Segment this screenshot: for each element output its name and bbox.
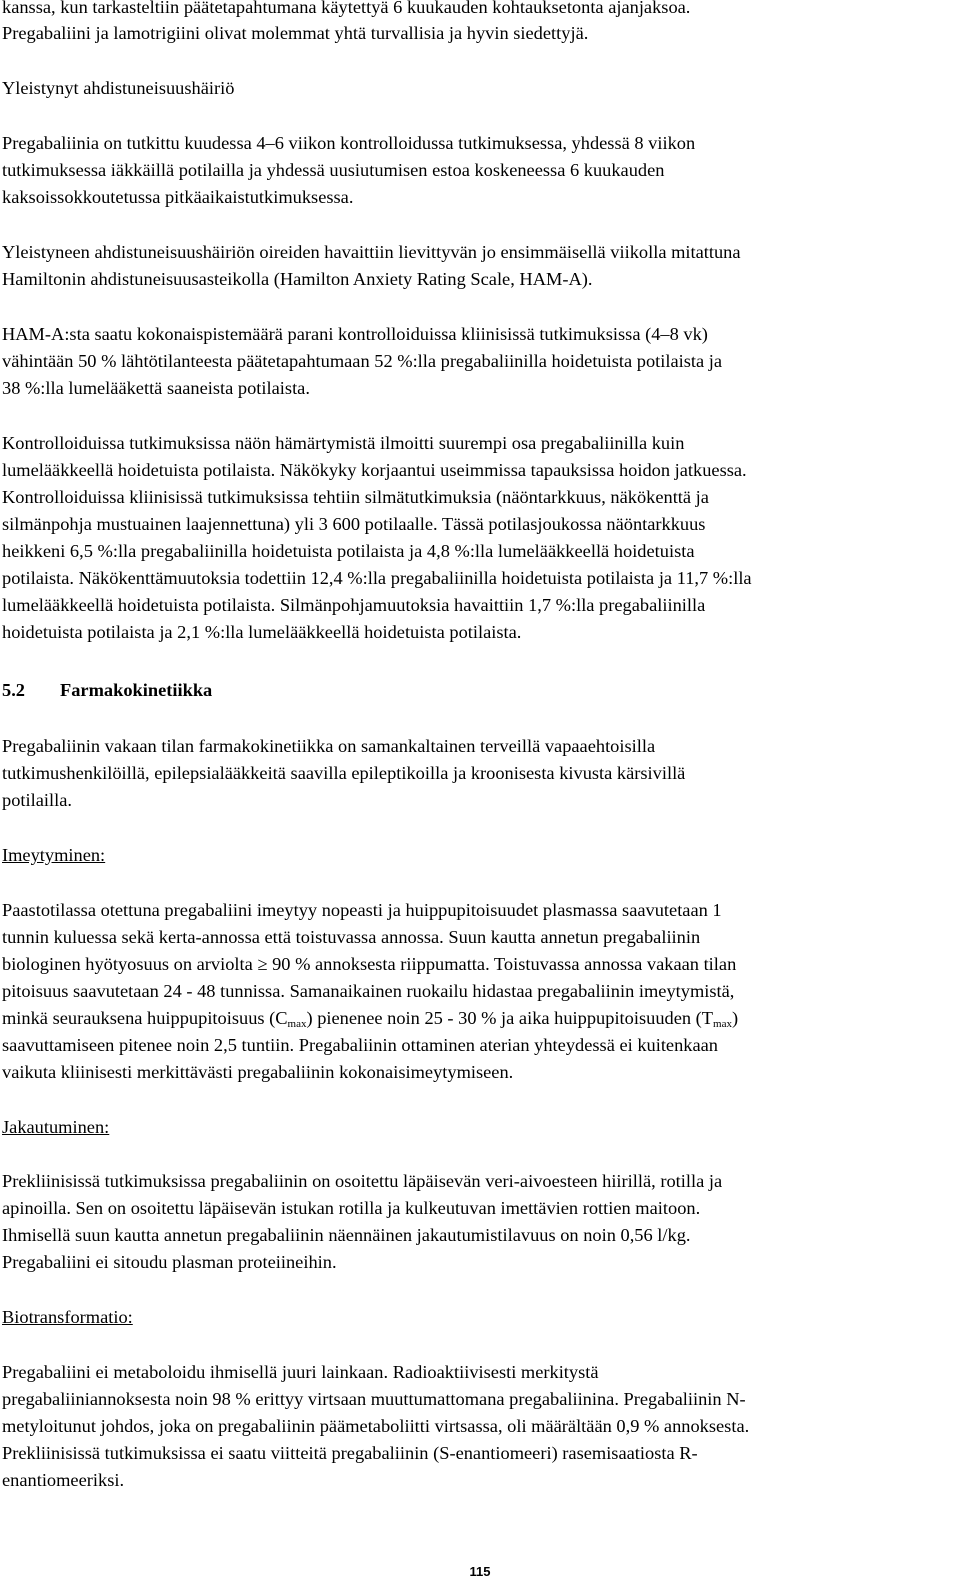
- text-line: kaksoissokkoutetussa pitkäaikaistutkimuksessa.: [2, 187, 354, 207]
- text-line: kanssa, kun tarkasteltiin päätetapahtumana käytettyä 6 kuukauden kohtauksetonta ajanjaksoa.: [2, 0, 691, 17]
- text-line: potilailla.: [2, 790, 72, 810]
- text-run: minkä seurauksena huippupitoisuus (C: [2, 1008, 288, 1028]
- text-line: Pregabaliinin vakaan tilan farmakokinetiikka on samankaltainen terveillä vapaaehtoisilla: [2, 736, 656, 756]
- text-line: Pregabaliini ei sitoudu plasman proteiineihin.: [2, 1252, 337, 1272]
- text-line: [2, 951, 736, 978]
- text-run: 90 % annoksesta riippumatta. Toistuvassa annossa vakaan tilan: [267, 954, 737, 974]
- text-line: saavuttamiseen pitenee noin 2,5 tuntiin. Pregabaliinin ottaminen aterian yhteydessä ei kuitenkaan: [2, 1035, 719, 1055]
- subheading-gad: Yleistynyt ahdistuneisuushäiriö: [2, 78, 235, 98]
- text-line: pitoisuus saavutetaan 24 - 48 tunnissa. Samanaikainen ruokailu hidastaa pregabaliinin imeytymistä,: [2, 981, 735, 1001]
- text-line: silmänpohja mustuainen laajennettuna) yli 3 600 potilaalle. Tässä potilasjoukossa näöntarkkuus: [2, 514, 706, 534]
- text-line: Kontrolloiduissa tutkimuksissa näön hämärtymistä ilmoitti suurempi osa pregabaliinilla kuin: [2, 433, 685, 453]
- subheading-biotransformation: Biotransformatio:: [2, 1307, 133, 1327]
- text-line: Prekliinisissä tutkimuksissa pregabaliinin on osoitettu läpäisevän veri-aivoesteen hiirillä, rotilla ja: [2, 1171, 723, 1191]
- text-line: Hamiltonin ahdistuneisuusasteikolla (Hamilton Anxiety Rating Scale, HAM-A).: [2, 269, 593, 289]
- subscript: max: [287, 1018, 307, 1030]
- text-line: Pregabaliini ei metaboloidu ihmisellä juuri lainkaan. Radioaktiivisesti merkitystä: [2, 1362, 599, 1382]
- text-line: [2, 1005, 738, 1032]
- text-line: Ihmisellä suun kautta annetun pregabaliinin näennäinen jakautumistilavuus on noin 0,56 l/kg.: [2, 1225, 691, 1245]
- text-line: pregabaliiniannoksesta noin 98 % erittyy virtsaan muuttumattomana pregabaliinina. Pregabaliinin N-: [2, 1389, 746, 1409]
- subscript: max: [713, 1018, 732, 1030]
- text-line: Kontrolloiduissa kliinisissä tutkimuksissa tehtiin silmätutkimuksia (näöntarkkuus, näkökenttä ja: [2, 487, 709, 507]
- text-run: biologinen hyötyosuus on arviolta: [2, 954, 258, 974]
- text-line: lumelääkkeellä hoidetuista potilaista. Näkökyky korjaantui useimmissa tapauksissa hoidon jatkuessa.: [2, 460, 747, 480]
- text-line: enantiomeeriksi.: [2, 1470, 125, 1490]
- page-number: 115: [469, 1564, 491, 1579]
- text-line: vähintään 50 % lähtötilanteesta päätetapahtumaan 52 %:lla pregabaliinilla hoidetuista potilaista ja: [2, 351, 723, 371]
- text-line: Pregabaliini ja lamotrigiini olivat molemmat yhtä turvallisia ja hyvin siedettyjä.: [2, 23, 589, 43]
- text-line: tunnin kuluessa sekä kerta-annossa että toistuvassa annossa. Suun kautta annetun pregabaliinin: [2, 927, 701, 947]
- subheading-distribution: Jakautuminen:: [2, 1117, 110, 1137]
- greater-equal-symbol: ≥: [257, 954, 268, 974]
- text-line: apinoilla. Sen on osoitettu läpäisevän istukan rotilla ja kulkeutuvan imettävien rottien maitoon.: [2, 1198, 701, 1218]
- text-line: potilaista. Näkökenttämuutoksia todettiin 12,4 %:lla pregabaliinilla hoidetuista potilaista ja 11,7 %:lla: [2, 568, 752, 588]
- text-line: vaikuta kliinisesti merkittävästi pregabaliinin kokonaisimeytymiseen.: [2, 1062, 514, 1082]
- text-line: Prekliinisissä tutkimuksissa ei saatu viitteitä pregabaliinin (S-enantiomeeri) rasemisaatiosta R-: [2, 1443, 698, 1463]
- text-line: tutkimuksessa iäkkäillä potilailla ja yhdessä uusiutumisen estoa koskeneessa 6 kuukauden: [2, 160, 665, 180]
- text-line: Paastotilassa otettuna pregabaliini imeytyy nopeasti ja huippupitoisuudet plasmassa saavutetaan 1: [2, 900, 722, 920]
- text-line: Pregabaliinia on tutkittu kuudessa 4–6 viikon kontrolloidussa tutkimuksessa, yhdessä 8 viikon: [2, 133, 696, 153]
- text-line: Yleistyneen ahdistuneisuushäiriön oireiden havaittiin lievittyvän jo ensimmäisellä viikolla mitattuna: [2, 242, 741, 262]
- text-line: metyloitunut johdos, joka on pregabaliinin päämetaboliitti virtsassa, oli määrältään 0,9 % annoksesta.: [2, 1416, 750, 1436]
- text-line: lumelääkkeellä hoidetuista potilaista. Silmänpohjamuutoksia havaittiin 1,7 %:lla pregabaliinilla: [2, 595, 706, 615]
- text-line: hoidetuista potilaista ja 2,1 %:lla lumelääkkeellä hoidetuista potilaista.: [2, 622, 522, 642]
- text-line: 38 %:lla lumelääkettä saaneista potilaista.: [2, 378, 310, 398]
- text-line: heikkeni 6,5 %:lla pregabaliinilla hoidetuista potilaista ja 4,8 %:lla lumelääkkeellä hoidetuista: [2, 541, 695, 561]
- section-heading: [2, 677, 212, 704]
- text-run: ): [731, 1008, 739, 1028]
- text-run: ) pienenee noin 25 - 30 % ja aika huippupitoisuuden (T: [306, 1008, 714, 1028]
- subheading-absorption: Imeytyminen:: [2, 845, 106, 865]
- section-number: 5.2: [2, 680, 25, 700]
- text-line: HAM-A:sta saatu kokonaispistemäärä parani kontrolloiduissa kliinisissä tutkimuksissa (4–8 vk): [2, 324, 708, 344]
- section-title: Farmakokinetiikka: [60, 680, 213, 700]
- text-line: tutkimushenkilöillä, epilepsialääkkeitä saavilla epileptikoilla ja kroonisesta kivusta kärsivillä: [2, 763, 686, 783]
